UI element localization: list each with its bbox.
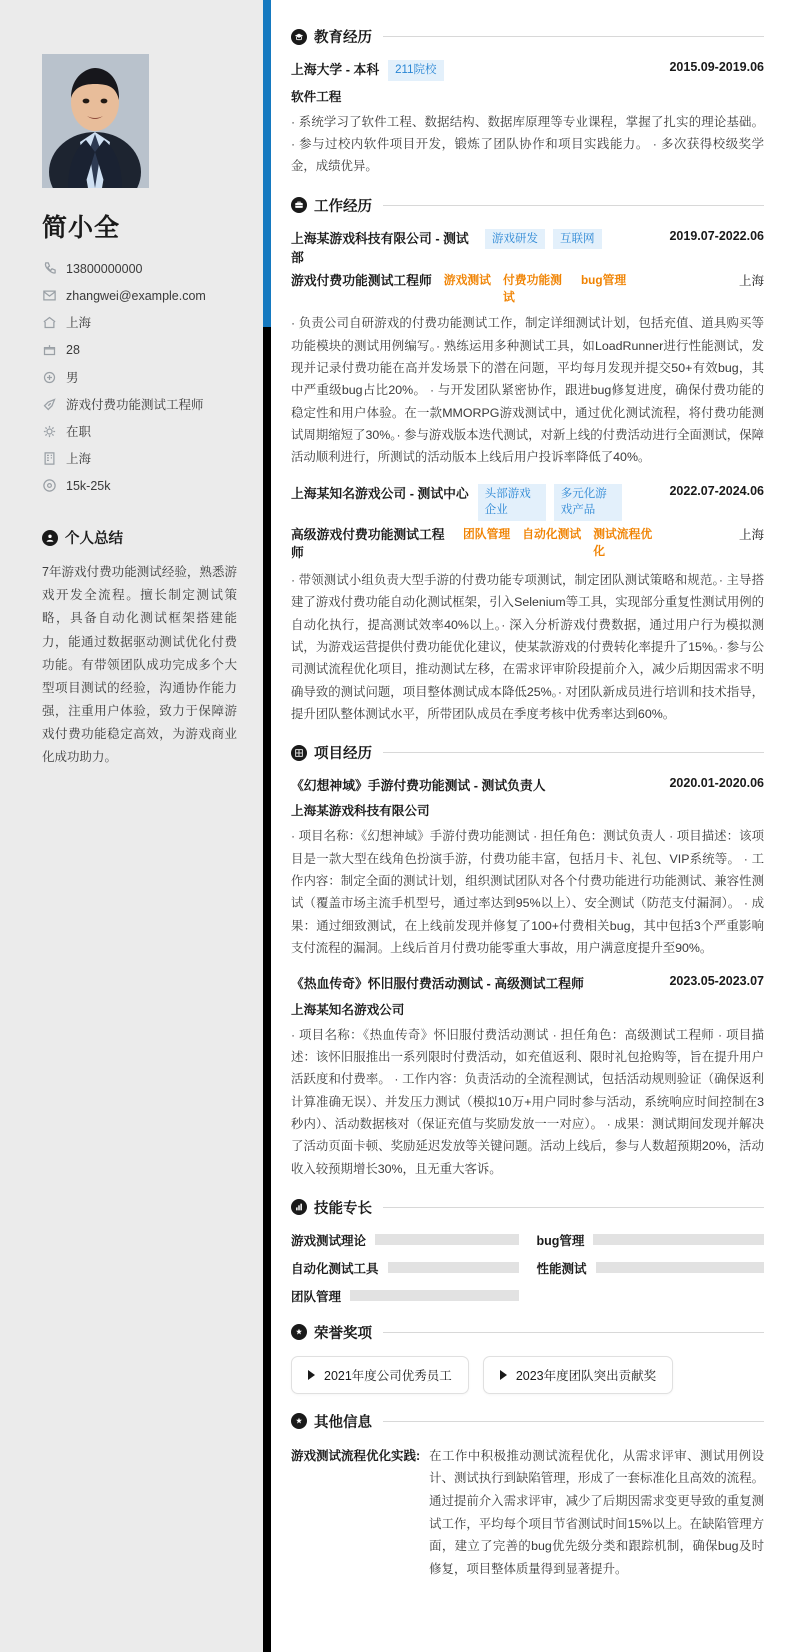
- avatar: [42, 54, 149, 188]
- company-tag: 游戏研发: [485, 229, 545, 250]
- bar-chart-icon: [291, 1199, 307, 1215]
- contact-value: 游戏付费功能测试工程师: [66, 397, 204, 412]
- section-other: [291, 1411, 764, 1580]
- role-line: [291, 272, 764, 306]
- work-date: 2022.07-2024.06: [669, 483, 764, 498]
- skill-label: 游戏测试理论: [291, 1233, 367, 1248]
- work-location: 上海: [738, 274, 764, 289]
- contact-city: [42, 450, 237, 468]
- skill-track: [593, 1234, 764, 1245]
- contact-age: [42, 341, 237, 359]
- contact-list: [42, 260, 237, 495]
- award-icon: [291, 1324, 307, 1340]
- section-title: 工作经历: [314, 198, 372, 215]
- skill-track: [375, 1234, 518, 1245]
- skill-label: 团队管理: [291, 1289, 342, 1304]
- mail-icon: [42, 288, 57, 303]
- summary-header: [42, 527, 237, 548]
- honor-item[interactable]: [483, 1356, 673, 1394]
- company-name: 上海某游戏科技有限公司 - 测试部: [291, 230, 469, 265]
- divider: [383, 752, 764, 753]
- project-name: 《热血传奇》怀旧服付费活动测试 - 高级测试工程师: [291, 976, 584, 992]
- role-tag: 测试流程优化: [593, 526, 653, 558]
- education-description: · 系统学习了软件工程、数据结构、数据库原理等专业课程，掌握了扎实的理论基础。 · 参与过校内软件项目开发，锻炼了团队协作和项目实践能力。 · 多次获得校级奖学金，成绩优异。: [291, 114, 764, 174]
- section-title: 荣誉奖项: [314, 1325, 372, 1342]
- school-tag: 211院校: [388, 60, 443, 81]
- project-description: · 项目名称：《热血传奇》怀旧服付费活动测试 · 担任角色：高级测试工程师 · 项目描述：该怀旧服推出一系列限时付费活动，如充值返利、限时礼包抢购等，旨在提升用户活跃度和付费率。 · 工作内容：负责活动的全流程测试，包括活动规则验证（确保返利计算准确无误）、并发压力测试（模拟10万+用户同时参与活动，系统响应时间控制在3秒内）、活动数据核对（保证充值与奖励发放一一对应）。 · 成果：测试期间发现并解决了活动页面卡顿、奖励延迟发放等关键问题。活动上线后，参与人数超预期20%，活动收入较预期增长30%，且无重大客诉。: [291, 1027, 764, 1176]
- play-triangle-icon: [500, 1370, 507, 1380]
- education-date: 2015.09-2019.06: [669, 60, 764, 74]
- section-header: [291, 195, 764, 216]
- contact-value: 15k-25k: [66, 479, 111, 493]
- skill-list: [291, 1231, 764, 1305]
- role-tag: 付费功能测试: [502, 273, 562, 305]
- skill-label: 性能测试: [536, 1261, 587, 1276]
- company-tags: [478, 484, 622, 521]
- contact-value: zhangwei@example.com: [66, 289, 206, 304]
- skill-label: bug管理: [536, 1233, 585, 1248]
- status-icon: [42, 424, 57, 439]
- other-label: 游戏测试流程优化实践:: [291, 1448, 421, 1463]
- role-tag: 游戏测试: [443, 273, 491, 288]
- divider: [383, 1332, 764, 1333]
- rocket-icon: [42, 397, 57, 412]
- contact-email: [42, 287, 237, 305]
- section-projects: [291, 742, 764, 1180]
- grid-icon: [291, 745, 307, 761]
- work-description: · 负责公司自研游戏的付费功能测试工作，制定详细测试计划，包括充值、道具购买等功能模块的测试用例编写。· 熟练运用多种测试工具，如LoadRunner进行性能测试，发现并记录付费功能在高并发场景下的潜在问题，平均每月发现并提交50+有效bug，其中严重级bug占比20%。 · 与开发团队紧密协作，跟进bug修复进度，确保付费功能的稳定性和用户体验。在一款MMORPG游戏测试中，通过优化测试流程，将付费功能测试周期缩短了30%。· 参与游戏版本迭代测试，对新上线的付费活动进行全面测试，保障活动顺利进行，所测试的活动版本上线后用户投诉率降低了40%。: [291, 316, 764, 465]
- project-entry: [291, 776, 764, 959]
- project-date: 2020.01-2020.06: [669, 776, 764, 791]
- skill-item: [537, 1231, 765, 1249]
- work-entry: [291, 229, 764, 469]
- skill-track: [350, 1290, 518, 1301]
- divider: [383, 205, 764, 206]
- other-row: [291, 1445, 764, 1580]
- section-header: [291, 1197, 764, 1218]
- role-tag: 自动化测试: [522, 526, 582, 541]
- contact-hometown: [42, 314, 237, 332]
- project-company: 上海某知名游戏公司: [291, 1002, 405, 1017]
- section-honors: [291, 1322, 764, 1394]
- phone-icon: [42, 261, 57, 276]
- section-title: 技能专长: [314, 1200, 372, 1217]
- company-tag: 多元化游戏产品: [554, 484, 622, 521]
- graduation-cap-icon: [291, 29, 307, 45]
- project-entry: [291, 974, 764, 1179]
- education-entry: [291, 60, 764, 178]
- info-icon: [291, 1413, 307, 1429]
- briefcase-icon: [291, 197, 307, 213]
- company-tag: 互联网: [553, 229, 602, 250]
- work-date: 2019.07-2022.06: [669, 228, 764, 243]
- person-icon: [42, 530, 58, 546]
- role-tag: 团队管理: [463, 526, 511, 541]
- skill-label: 自动化测试工具: [291, 1261, 379, 1276]
- contact-phone: [42, 260, 237, 278]
- play-triangle-icon: [308, 1370, 315, 1380]
- section-header: [291, 1411, 764, 1432]
- accent-bar-dark: [263, 327, 271, 1652]
- home-icon: [42, 315, 57, 330]
- skill-item: [537, 1259, 765, 1277]
- section-skills: [291, 1197, 764, 1305]
- section-header: [291, 742, 764, 763]
- summary-text: 7年游戏付费功能测试经验，熟悉游戏开发全流程。擅长制定测试策略，具备自动化测试框架搭建能力，能通过数据驱动测试优化付费功能。有带领团队成功完成多个大型项目测试的经验，沟通协作能力强，注重用户体验，致力于保障游戏付费功能稳定高效，为游戏商业化成功助力。: [42, 565, 237, 765]
- honor-label: 2021年度公司优秀员工: [324, 1368, 452, 1383]
- company-name: 上海某知名游戏公司 - 测试中心: [291, 485, 469, 501]
- work-entry: [291, 484, 764, 726]
- company-tag: 头部游戏企业: [478, 484, 546, 521]
- entry-header: [291, 229, 764, 267]
- skill-item: [291, 1287, 519, 1305]
- gender-icon: [42, 370, 57, 385]
- section-title: 其他信息: [314, 1414, 372, 1431]
- role-tag: bug管理: [580, 273, 627, 288]
- role-title: 游戏付费功能测试工程师: [291, 273, 432, 289]
- contact-value: 男: [66, 370, 79, 385]
- project-description: · 项目名称：《幻想神域》手游付费功能测试 · 担任角色：测试负责人 · 项目描述：该项目是一款大型在线角色扮演手游，付费功能丰富，包括月卡、礼包、VIP系统等。 · 工作内容：制定全面的测试计划，组织测试团队对各个付费功能进行功能测试、兼容性测试（覆盖市场主流手机型号，通过率达到95%以上）、安全测试（防范支付漏洞）。 · 成果：通过细致测试，在上线前发现并修复了100+付费相关bug，其中包括3个严重影响支付流程的漏洞。上线后首月付费功能零重大事故，用户满意度提升至90%。: [291, 829, 764, 956]
- contact-value: 在职: [66, 424, 92, 439]
- contact-value: 13800000000: [66, 262, 143, 276]
- project-date: 2023.05-2023.07: [669, 974, 764, 989]
- entry-header: [291, 776, 764, 795]
- contact-gender: [42, 369, 237, 387]
- skill-track: [388, 1262, 519, 1273]
- role-line: [291, 526, 764, 563]
- skill-item: [291, 1259, 519, 1277]
- company-tags: [485, 229, 602, 250]
- contact-value: 28: [66, 343, 80, 358]
- contact-value: 上海: [66, 451, 92, 466]
- role-title: 高级游戏付费功能测试工程师: [291, 526, 445, 561]
- school-name: 上海大学 - 本科: [291, 62, 380, 77]
- entry-header: [291, 484, 764, 521]
- skill-track: [596, 1262, 764, 1273]
- divider: [383, 36, 764, 37]
- work-description: · 带领测试小组负责大型手游的付费功能专项测试，制定团队测试策略和规范。· 主导搭建了游戏付费功能自动化测试框架，引入Selenium等工具，实现部分重复性测试用例的自动化执行，提高测试效率40%以上。· 深入分析游戏付费数据，通过用户行为模拟测试，为游戏运营提供付费功能优化建议，使某款游戏的付费转化率提升了15%。· 参与公司测试流程优化项目，推动测试左移，在需求评审阶段提前介入，减少后期因需求不明确导致的测试问题，项目整体测试成本降低25%。· 对团队新成员进行培训和技术指导，提升团队整体测试水平，所带团队成员在季度考核中优秀率达到60%。: [291, 572, 764, 721]
- divider: [383, 1207, 764, 1208]
- contact-value: 上海: [66, 316, 92, 331]
- section-title: 教育经历: [314, 30, 372, 46]
- entry-header: [291, 974, 764, 993]
- accent-bar: [263, 0, 271, 327]
- summary-title: 个人总结: [65, 531, 123, 548]
- page-title: 简小全: [42, 214, 121, 242]
- honor-list: [291, 1356, 764, 1394]
- contact-salary: [42, 477, 237, 495]
- section-header: [291, 1322, 764, 1343]
- work-location: 上海: [738, 527, 764, 542]
- skill-item: [291, 1231, 519, 1249]
- section-header: [291, 26, 764, 47]
- contact-status: [42, 423, 237, 441]
- project-company: 上海某游戏科技有限公司: [291, 804, 430, 819]
- honor-label: 2023年度团队突出贡献奖: [515, 1368, 657, 1383]
- building-icon: [42, 451, 57, 466]
- section-work: [291, 195, 764, 726]
- contact-position: [42, 396, 237, 414]
- salary-icon: [42, 478, 57, 493]
- entry-header: [291, 60, 764, 81]
- cake-icon: [42, 342, 57, 357]
- section-title: 项目经历: [314, 746, 372, 763]
- main-content: [263, 0, 794, 1652]
- divider: [383, 1421, 764, 1422]
- other-text: 在工作中积极推动测试流程优化，从需求评审、测试用例设计、测试执行到缺陷管理，形成了一套标准化且高效的流程。通过提前介入需求评审，减少了后期因需求变更导致的重复测试工作，平均每个项目节省测试时间15%以上。在缺陷管理方面，建立了完善的bug优先级分类和跟踪机制，确保bug及时修复，项目整体质量得到显著提升。: [429, 1448, 764, 1576]
- project-name: 《幻想神域》手游付费功能测试 - 测试负责人: [291, 778, 546, 794]
- major: 软件工程: [291, 89, 342, 104]
- honor-item[interactable]: [291, 1356, 469, 1394]
- section-education: [291, 26, 764, 178]
- sidebar: [0, 0, 263, 1652]
